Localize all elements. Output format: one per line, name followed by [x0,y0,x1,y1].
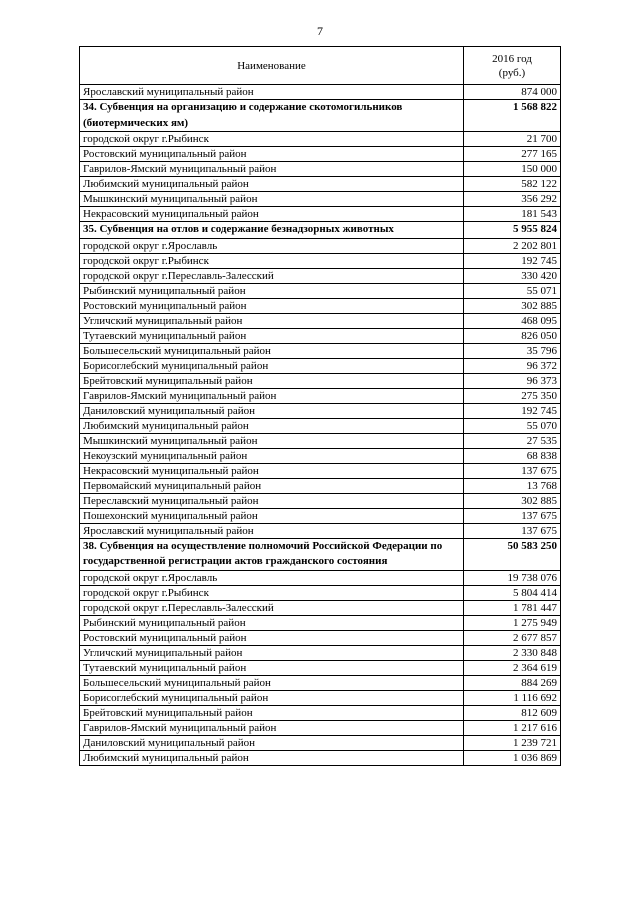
amount-cell: 137 675 [464,523,561,538]
amount-cell: 302 885 [464,298,561,313]
municipality-name: Некрасовский муниципальный район [80,207,464,222]
table-row [80,85,561,100]
table-row [80,388,561,403]
amount-cell: 1 036 869 [464,750,561,765]
table-row [80,660,561,675]
column-header-year-line2: (руб.) [498,66,526,79]
amount-cell: 277 165 [464,147,561,162]
municipality-name: Ростовский муниципальный район [80,630,464,645]
table-row [80,283,561,298]
municipality-name: Брейтовский муниципальный район [80,373,464,388]
municipality-name: Даниловский муниципальный район [80,403,464,418]
table-row [80,177,561,192]
section-row [80,100,561,132]
amount-cell: 2 677 857 [464,630,561,645]
municipality-name: Тутаевский муниципальный район [80,328,464,343]
table-row [80,570,561,585]
amount-cell: 68 838 [464,448,561,463]
section-row [80,222,561,239]
municipality-name: Ярославский муниципальный район [80,85,464,100]
amount-cell: 2 330 848 [464,645,561,660]
municipality-name: городской округ г.Переславль-Залесский [80,600,464,615]
amount-cell: 35 796 [464,343,561,358]
table-row [80,418,561,433]
table-row [80,162,561,177]
table-row [80,508,561,523]
page-number: 7 [317,24,323,38]
municipality-name: Ярославский муниципальный район [80,523,464,538]
table-row [80,615,561,630]
amount-cell: 55 070 [464,418,561,433]
table-row [80,433,561,448]
municipality-name: Любимский муниципальный район [80,750,464,765]
municipality-name: Ростовский муниципальный район [80,147,464,162]
amount-cell: 1 275 949 [464,615,561,630]
amount-cell: 812 609 [464,705,561,720]
section-title: 38. Субвенция на осуществление полномочий Российской Федерации по государственной регистрации актов гражданского состояния [80,538,464,570]
municipality-name: Угличский муниципальный район [80,645,464,660]
table-row [80,328,561,343]
municipality-name: Некоузский муниципальный район [80,448,464,463]
amount-cell: 192 745 [464,253,561,268]
municipality-name: Рыбинский муниципальный район [80,283,464,298]
amount-cell: 1 239 721 [464,735,561,750]
table-row [80,238,561,253]
section-total: 50 583 250 [464,538,561,570]
section-title: 34. Субвенция на организацию и содержание скотомогильников (биотермических ям) [80,100,464,132]
amount-cell: 582 122 [464,177,561,192]
municipality-name: Мышкинский муниципальный район [80,192,464,207]
amount-cell: 468 095 [464,313,561,328]
amount-cell: 27 535 [464,433,561,448]
amount-cell: 21 700 [464,132,561,147]
amount-cell: 181 543 [464,207,561,222]
table-row [80,343,561,358]
municipality-name: Угличский муниципальный район [80,313,464,328]
municipality-name: Большесельский муниципальный район [80,343,464,358]
municipality-name: Мышкинский муниципальный район [80,433,464,448]
amount-cell: 13 768 [464,478,561,493]
section-title: 35. Субвенция на отлов и содержание безнадзорных животных [80,222,464,239]
table-row [80,463,561,478]
municipality-name: Гаврилов-Ямский муниципальный район [80,720,464,735]
amount-cell: 137 675 [464,463,561,478]
municipality-name: Первомайский муниципальный район [80,478,464,493]
table-row [80,675,561,690]
table-row [80,207,561,222]
table-row [80,147,561,162]
table-row [80,705,561,720]
table-row [80,585,561,600]
municipality-name: Ростовский муниципальный район [80,298,464,313]
amount-cell: 2 202 801 [464,238,561,253]
column-header-year [464,47,561,85]
amount-cell: 1 217 616 [464,720,561,735]
municipality-name: Тутаевский муниципальный район [80,660,464,675]
column-header-name: Наименование [80,47,464,85]
table-row [80,132,561,147]
municipality-name: Переславский муниципальный район [80,493,464,508]
amount-cell: 1 116 692 [464,690,561,705]
municipality-name: Любимский муниципальный район [80,418,464,433]
table-row [80,690,561,705]
amount-cell: 137 675 [464,508,561,523]
amount-cell: 275 350 [464,388,561,403]
amount-cell: 826 050 [464,328,561,343]
subvention-table [79,46,561,766]
amount-cell: 2 364 619 [464,660,561,675]
municipality-name: Даниловский муниципальный район [80,735,464,750]
amount-cell: 192 745 [464,403,561,418]
table-row [80,523,561,538]
municipality-name: Гаврилов-Ямский муниципальный район [80,162,464,177]
column-header-year-line1: 2016 год [492,52,532,65]
municipality-name: Борисоглебский муниципальный район [80,358,464,373]
municipality-name: Гаврилов-Ямский муниципальный район [80,388,464,403]
table-row [80,720,561,735]
amount-cell: 330 420 [464,268,561,283]
amount-cell: 884 269 [464,675,561,690]
table-row [80,493,561,508]
table-row [80,630,561,645]
section-total: 1 568 822 [464,100,561,132]
municipality-name: Рыбинский муниципальный район [80,615,464,630]
municipality-name: городской округ г.Рыбинск [80,585,464,600]
amount-cell: 96 373 [464,373,561,388]
municipality-name: городской округ г.Рыбинск [80,132,464,147]
amount-cell: 874 000 [464,85,561,100]
amount-cell: 1 781 447 [464,600,561,615]
table-row [80,268,561,283]
table-row [80,735,561,750]
table-row [80,403,561,418]
municipality-name: Брейтовский муниципальный район [80,705,464,720]
table-row [80,600,561,615]
table-header-row [80,47,561,85]
table-row [80,298,561,313]
municipality-name: городской округ г.Переславль-Залесский [80,268,464,283]
table-row [80,645,561,660]
table-row [80,478,561,493]
municipality-name: Любимский муниципальный район [80,177,464,192]
municipality-name: городской округ г.Ярославль [80,570,464,585]
municipality-name: Пошехонский муниципальный район [80,508,464,523]
amount-cell: 19 738 076 [464,570,561,585]
amount-cell: 55 071 [464,283,561,298]
amount-cell: 96 372 [464,358,561,373]
section-total: 5 955 824 [464,222,561,239]
municipality-name: городской округ г.Ярославль [80,238,464,253]
municipality-name: Борисоглебский муниципальный район [80,690,464,705]
table-row [80,192,561,207]
amount-cell: 5 804 414 [464,585,561,600]
municipality-name: городской округ г.Рыбинск [80,253,464,268]
municipality-name: Большесельский муниципальный район [80,675,464,690]
amount-cell: 302 885 [464,493,561,508]
table-row [80,253,561,268]
table-row [80,373,561,388]
section-row [80,538,561,570]
table-row [80,358,561,373]
table-row [80,448,561,463]
amount-cell: 356 292 [464,192,561,207]
table-row [80,313,561,328]
municipality-name: Некрасовский муниципальный район [80,463,464,478]
amount-cell: 150 000 [464,162,561,177]
table-row [80,750,561,765]
